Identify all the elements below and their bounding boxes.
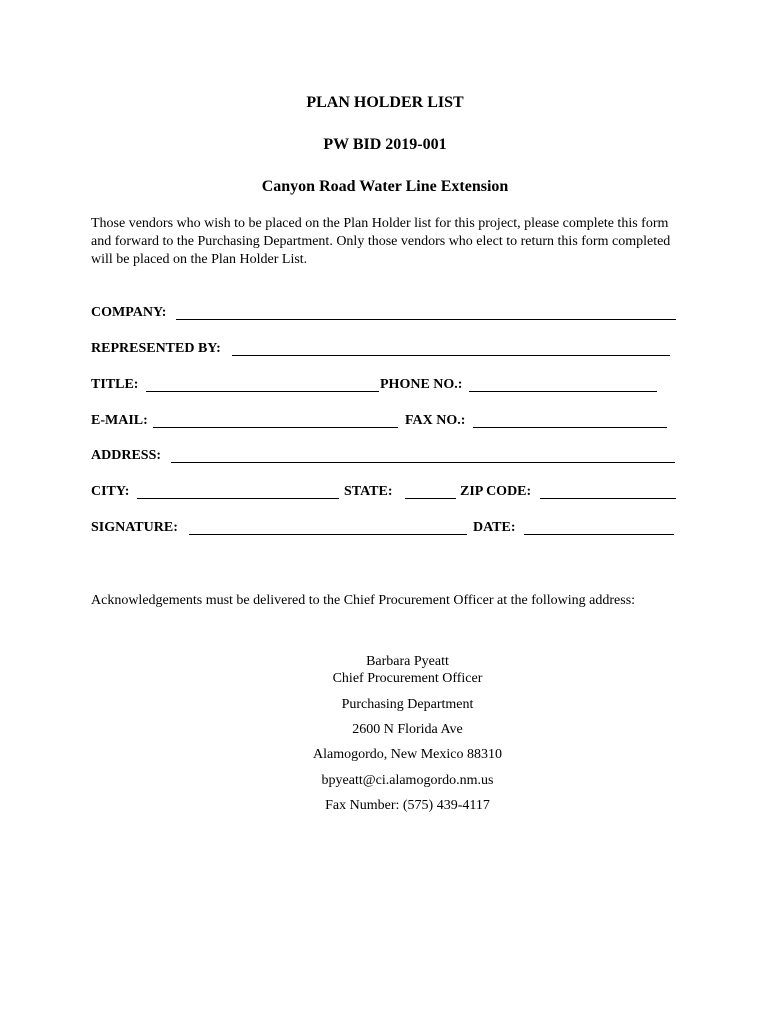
city-field[interactable] <box>137 498 339 499</box>
city-label: CITY: <box>91 484 130 499</box>
email-label: E-MAIL: <box>91 413 148 428</box>
state-label: STATE: <box>344 484 393 499</box>
represented-by-label: REPRESENTED BY: <box>91 341 221 356</box>
contact-position: Chief Procurement Officer <box>332 671 483 686</box>
date-label: DATE: <box>473 520 516 535</box>
title-field[interactable] <box>146 391 379 392</box>
bid-number: PW BID 2019-001 <box>323 136 447 153</box>
title-phone-row <box>91 376 681 396</box>
signature-field[interactable] <box>189 534 467 535</box>
fax-label: FAX NO.: <box>405 413 466 428</box>
phone-label: PHONE NO.: <box>380 377 463 392</box>
document-title: PLAN HOLDER LIST <box>306 94 464 111</box>
zip-field[interactable] <box>540 498 676 499</box>
contact-street: 2600 N Florida Ave <box>352 722 463 737</box>
city-state-zip-row <box>91 483 681 503</box>
address-label: ADDRESS: <box>91 448 162 463</box>
company-label: COMPANY: <box>91 305 167 320</box>
contact-email: bpyeatt@ci.alamogordo.nm.us <box>321 773 494 788</box>
company-field[interactable] <box>176 319 676 320</box>
represented-by-field[interactable] <box>232 355 670 356</box>
date-field[interactable] <box>524 534 674 535</box>
contact-name: Barbara Pyeatt <box>366 654 449 669</box>
zip-label: ZIP CODE: <box>460 484 532 499</box>
email-fax-row <box>91 412 681 432</box>
represented-by-row <box>91 340 681 360</box>
address-field[interactable] <box>171 462 675 463</box>
address-row <box>91 447 681 467</box>
title-label: TITLE: <box>91 377 139 392</box>
acknowledgement-text: Acknowledgements must be delivered to the Chief Procurement Officer at the following address: <box>91 593 636 608</box>
project-name: Canyon Road Water Line Extension <box>261 178 509 195</box>
intro-paragraph: Those vendors who wish to be placed on the Plan Holder list for this project, please complete this form and forward to the Purchasing Department. Only those vendors who elect to return this form completed will be placed on the Plan Holder List. <box>91 216 671 267</box>
contact-city-state-zip: Alamogordo, New Mexico 88310 <box>313 747 502 762</box>
email-field[interactable] <box>153 427 398 428</box>
signature-label: SIGNATURE: <box>91 520 178 535</box>
company-row <box>91 304 681 324</box>
state-field[interactable] <box>405 498 456 499</box>
fax-field[interactable] <box>473 427 667 428</box>
signature-date-row <box>91 519 681 539</box>
contact-fax: Fax Number: (575) 439-4117 <box>325 798 490 813</box>
contact-department: Purchasing Department <box>341 697 474 712</box>
phone-field[interactable] <box>469 391 657 392</box>
